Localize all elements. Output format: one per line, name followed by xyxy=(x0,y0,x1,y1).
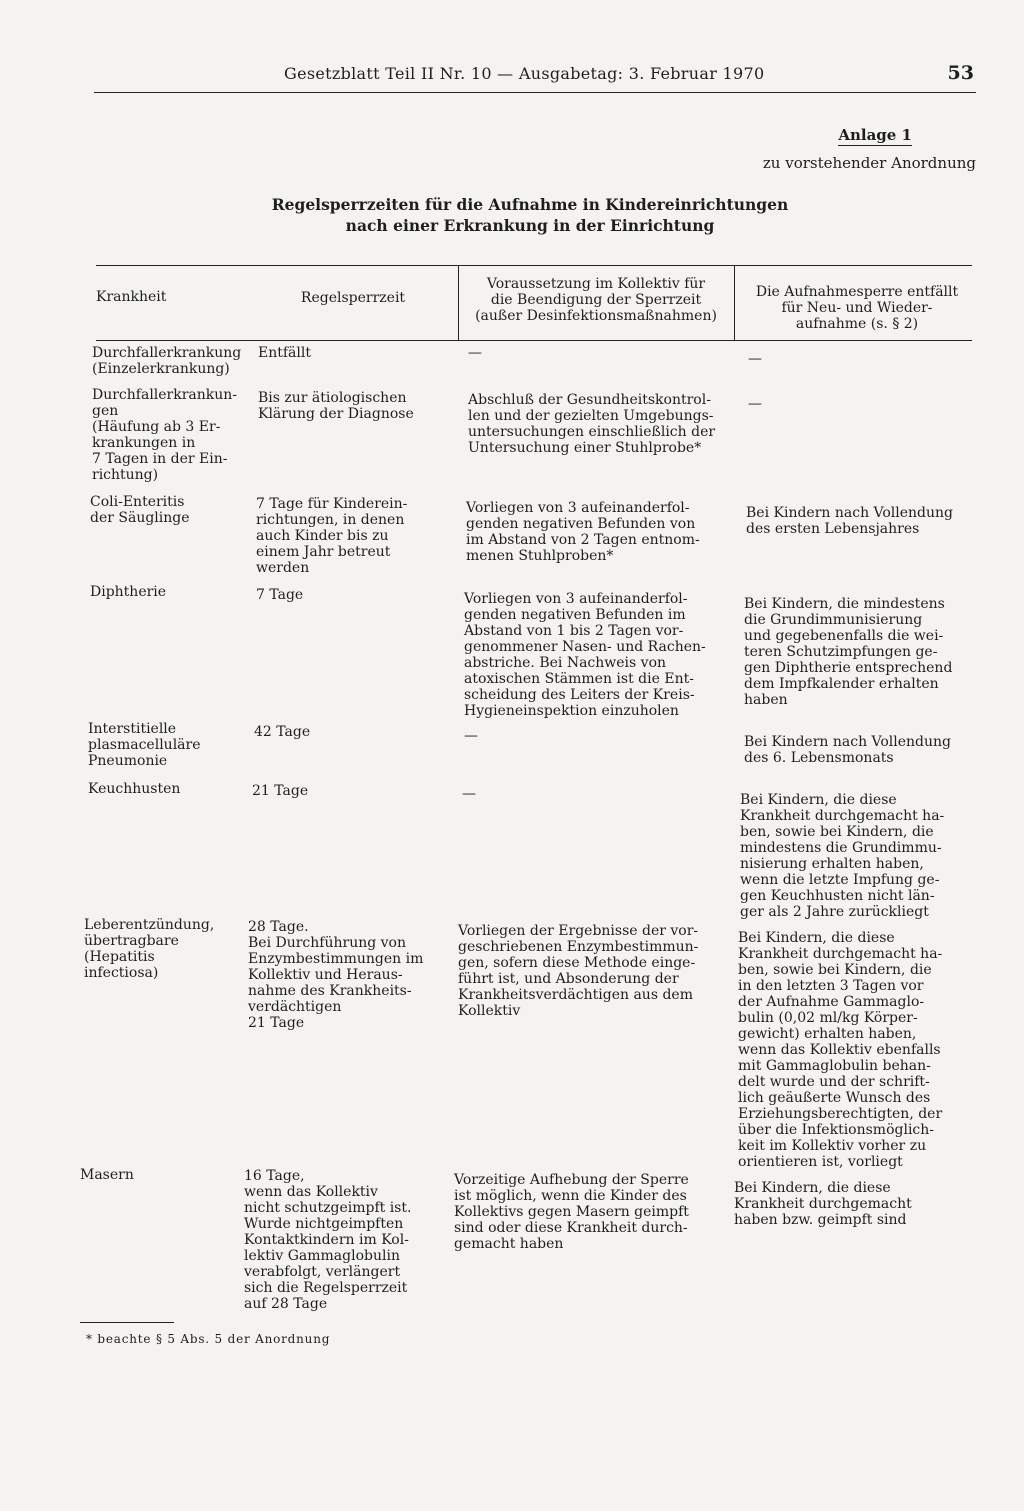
footnote-rule xyxy=(80,1322,174,1323)
document-title xyxy=(250,194,810,236)
table-cell-exception: — xyxy=(748,396,762,412)
header-divider xyxy=(458,266,459,340)
table-cell-period: Bis zur ätiologischen Klärung der Diagnose xyxy=(258,390,414,422)
table-cell-condition: Abschluß der Gesundheitskontrol- len und der gezielten Umgebungs- untersuchungen einschließlich der Untersuchung einer Stuhlprobe* xyxy=(468,392,716,456)
column-header-condition: Voraussetzung im Kollektiv für die Beendigung der Sperrzeit (außer Desinfektionsmaßnahmen) xyxy=(475,276,717,324)
column-header-period: Regelsperrzeit xyxy=(300,290,406,306)
table-cell-disease: Coli-Enteritis der Säuglinge xyxy=(90,494,190,526)
table-cell-exception: Bei Kindern nach Vollendung des 6. Lebensmonats xyxy=(744,734,951,766)
table-cell-condition: Vorliegen der Ergebnisse der vor- geschriebenen Enzymbestimmun- gen, sofern diese Methode einge- führt ist, und Absonderung der Krankheitsverdächtigen aus dem Kollektiv xyxy=(458,923,699,1019)
table-cell-condition: — xyxy=(462,786,476,802)
header-divider xyxy=(734,266,735,340)
table-cell-condition: — xyxy=(468,345,482,361)
column-header-disease: Krankheit xyxy=(96,289,167,305)
annex-label: Anlage 1 xyxy=(838,126,912,144)
footnote: * beachte § 5 Abs. 5 der Anordnung xyxy=(86,1332,331,1346)
title-line-1: Regelsperrzeiten für die Aufnahme in Kindereinrichtungen xyxy=(271,195,789,214)
table-cell-period: Entfällt xyxy=(258,345,311,361)
page-number: 53 xyxy=(947,62,974,84)
table-cell-exception: Bei Kindern, die diese Krankheit durchgemacht ha- ben, sowie bei Kindern, die mindestens die Grundimmu- nisierung erhalten haben, wenn die letzte Impfung ge- gen Keuchhusten nicht län- ger als 2 Jahre zurückliegt xyxy=(740,792,945,920)
table-top-rule xyxy=(96,265,972,266)
table-cell-period: 21 Tage xyxy=(252,783,309,799)
table-cell-condition: — xyxy=(464,728,478,744)
running-title: Gesetzblatt Teil II Nr. 10 — Ausgabetag: 3. Februar 1970 xyxy=(284,64,765,83)
table-cell-period: 28 Tage. Bei Durchführung von Enzymbestimmungen im Kollektiv und Heraus- nahme des Krankheits- verdächtigen 21 Tage xyxy=(248,919,424,1031)
table-cell-period: 7 Tage xyxy=(256,587,304,603)
table-cell-period: 7 Tage für Kinderein- richtungen, in denen auch Kinder bis zu einem Jahr betreut werden xyxy=(256,496,408,576)
table-cell-disease: Durchfallerkrankun- gen (Häufung ab 3 Er- krankungen in 7 Tagen in der Ein- richtung) xyxy=(92,387,238,483)
table-cell-period: 16 Tage, wenn das Kollektiv nicht schutzgeimpft ist. Wurde nichtgeimpften Kontaktkindern im Kol- lektiv Gammaglobulin verabfolgt, verlängert sich die Regelsperrzeit auf 28 Tage xyxy=(244,1168,412,1312)
table-cell-disease: Leberentzündung, übertragbare (Hepatitis infectiosa) xyxy=(84,917,215,981)
table-cell-disease: Durchfallerkrankung (Einzelerkrankung) xyxy=(92,345,242,377)
table-cell-exception: Bei Kindern, die diese Krankheit durchgemacht ha- ben, sowie bei Kindern, die in den letzten 3 Tagen vor der Aufnahme Gammaglo- bulin (0,02 ml/kg Körper- gewicht) erhalten haben, wenn das Kollektiv ebenfalls mit Gammaglobulin behan- delt wurde und der schrift- lich geäußerte Wunsch des Erziehungsberechtigten, der über die Infektionsmöglich- keit im Kollektiv vorher zu orientieren ist, vorliegt xyxy=(738,930,943,1170)
column-header-exception: Die Aufnahmesperre entfällt für Neu- und Wieder- aufnahme (s. § 2) xyxy=(755,284,959,332)
table-cell-disease: Keuchhusten xyxy=(88,781,181,797)
table-cell-exception: Bei Kindern, die diese Krankheit durchgemacht haben bzw. geimpft sind xyxy=(734,1180,912,1228)
table-cell-exception: — xyxy=(748,351,762,367)
table-cell-period: 42 Tage xyxy=(254,724,311,740)
title-line-2: nach einer Erkrankung in der Einrichtung xyxy=(345,216,715,235)
table-cell-condition: Vorliegen von 3 aufeinanderfol- genden negativen Befunden im Abstand von 1 bis 2 Tagen vor- genommener Nasen- und Rachen- abstriche. Bei Nachweis von atoxischen Stämmen ist die Ent- scheidung des Leiters der Kreis- Hygieneinspektion einzuholen xyxy=(464,591,706,719)
table-cell-condition: Vorzeitige Aufhebung der Sperre ist möglich, wenn die Kinder des Kollektivs gegen Masern geimpft sind oder diese Krankheit durch- gemacht haben xyxy=(454,1172,689,1252)
table-cell-exception: Bei Kindern nach Vollendung des ersten Lebensjahres xyxy=(746,505,953,537)
table-cell-disease: Diphtherie xyxy=(90,584,167,600)
table-cell-exception: Bei Kindern, die mindestens die Grundimmunisierung und gegebenenfalls die wei- teren Schutzimpfungen ge- gen Diphtherie entsprechend dem Impfkalender erhalten haben xyxy=(744,596,953,708)
table-cell-condition: Vorliegen von 3 aufeinanderfol- genden negativen Befunden von im Abstand von 2 Tagen entnom- menen Stuhlproben* xyxy=(466,500,700,564)
table-cell-disease: Interstitielle plasmacelluläre Pneumonie xyxy=(88,721,201,769)
table-cell-disease: Masern xyxy=(80,1167,134,1183)
annex-subtitle: zu vorstehender Anordnung xyxy=(762,154,976,172)
header-bottom-rule xyxy=(96,340,972,341)
page-header xyxy=(94,62,976,93)
